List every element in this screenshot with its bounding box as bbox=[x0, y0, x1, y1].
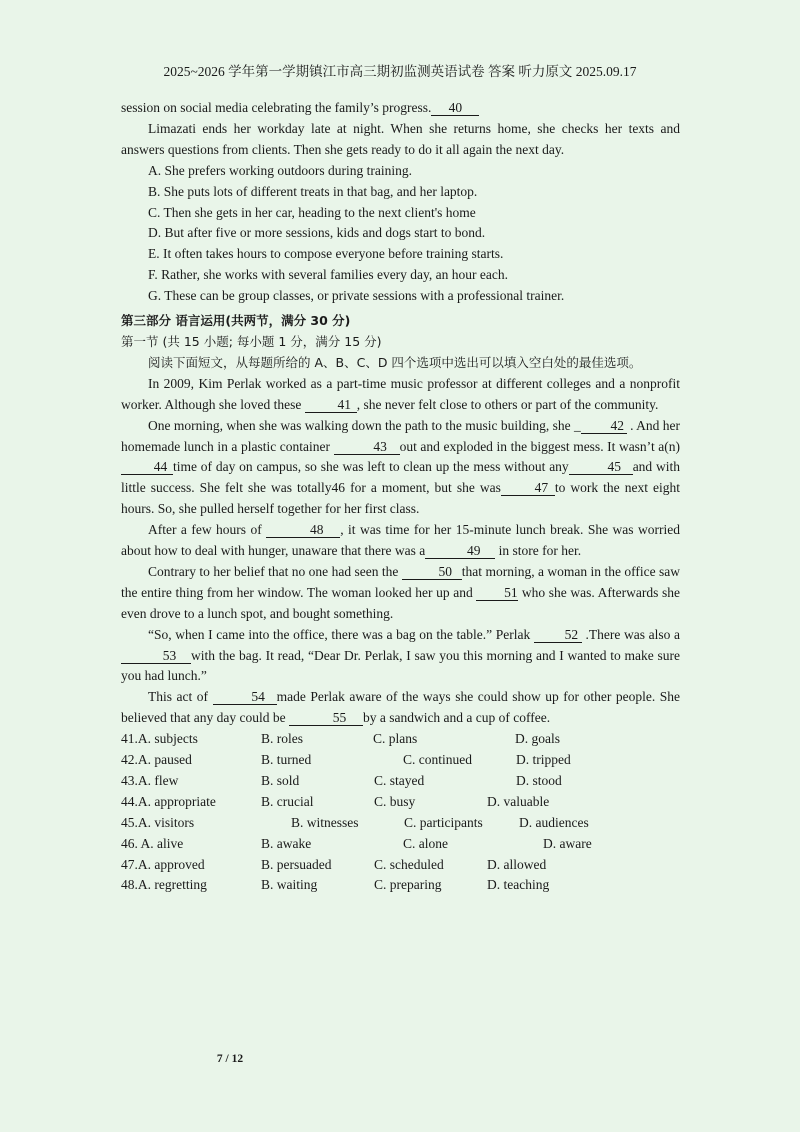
choice-42-c: C. continued bbox=[403, 752, 472, 768]
choice-row-44 bbox=[121, 792, 680, 813]
paragraph-limazati: Limazati ends her workday late at night. When she returns home, she checks her texts and answers questions from clients. Then she gets ready to do it all again the next day. bbox=[121, 120, 680, 157]
choice-48-d: D. teaching bbox=[487, 877, 550, 893]
choice-43-a: 43.A. flew bbox=[121, 772, 179, 788]
choice-45-d: D. audiences bbox=[519, 814, 589, 830]
passage-paragraph-6: This act of 54 made Perlak aware of the ways she could show up for other people. She believed that any day could be 55 by a sandwich and a cup of coffee. bbox=[121, 689, 680, 726]
choice-42-a: 42.A. paused bbox=[121, 752, 192, 768]
choices-table bbox=[121, 729, 680, 896]
choice-44-b: B. crucial bbox=[261, 793, 314, 809]
choice-45-a: 45.A. visitors bbox=[121, 814, 195, 830]
choice-41-c: C. plans bbox=[373, 731, 418, 747]
choice-41-b: B. roles bbox=[261, 731, 303, 747]
choice-45-c: C. participants bbox=[404, 814, 483, 830]
blank-47: 47 bbox=[501, 480, 555, 496]
choice-41-a: 41.A. subjects bbox=[121, 731, 198, 747]
section-3-title: 第三部分 语言运用(共两节，满分 30 分) bbox=[121, 313, 351, 329]
blank-54: 54 bbox=[213, 689, 277, 705]
choice-43-b: B. sold bbox=[261, 772, 300, 788]
option-c: C. Then she gets in her car, heading to the next client's home bbox=[148, 204, 476, 220]
choice-44-c: C. busy bbox=[374, 793, 416, 809]
option-b: B. She puts lots of different treats in that bag, and her laptop. bbox=[148, 183, 478, 199]
blank-43: 43 bbox=[334, 439, 400, 455]
choice-row-45 bbox=[121, 813, 680, 834]
option-f: F. Rather, she works with several families every day, an hour each. bbox=[148, 267, 509, 283]
blank-44: 44 bbox=[121, 459, 173, 475]
choice-row-46 bbox=[121, 834, 680, 855]
blank-40: 40 bbox=[431, 100, 479, 116]
choice-45-b: B. witnesses bbox=[291, 814, 359, 830]
instruction: 阅读下面短文，从每题所给的 A、B、C、D 四个选项中选出可以填入空白处的最佳选项。 bbox=[148, 354, 642, 370]
choice-48-b: B. waiting bbox=[261, 877, 318, 893]
option-d: D. But after five or more sessions, kids and dogs start to bond. bbox=[148, 225, 486, 241]
choice-47-a: 47.A. approved bbox=[121, 856, 205, 872]
passage-paragraph-5: “So, when I came into the office, there was a bag on the table.” Perlak 52 .There was also a 53 with the bag. It read, “Dear Dr. Perlak, I saw you this morning and I wanted to make sure you had lunch.” bbox=[121, 626, 681, 684]
choice-44-d: D. valuable bbox=[487, 793, 550, 809]
blank-49: 49 bbox=[425, 543, 495, 559]
options-list bbox=[121, 161, 680, 307]
choice-44-a: 44.A. appropriate bbox=[121, 793, 216, 809]
choice-row-41 bbox=[121, 729, 680, 750]
choice-43-c: C. stayed bbox=[374, 772, 425, 788]
page-header: 2025~2026 学年第一学期镇江市高三期初监测英语试卷 答案 听力原文 2025.09.17 bbox=[163, 64, 637, 79]
blank-45: 45 bbox=[569, 459, 633, 475]
passage-paragraph-1: In 2009, Kim Perlak worked as a part-time music professor at different colleges and a nonprofit worker. Although she loved these 41 , she never felt close to others or part of the community. bbox=[121, 375, 680, 412]
document-body bbox=[121, 98, 680, 896]
option-e: E. It often takes hours to compose everyone before training starts. bbox=[148, 246, 504, 262]
passage-paragraph-2: One morning, when she was walking down the path to the music building, she _ 42 . And her homemade lunch in a plastic container 43 out and exploded in the biggest mess. It wasn’t a(n)44 time of day on campus, so she was left to clean up the mess without any 45 and with little success. She felt she was totally46 for a moment, but she was 47 to work the next eight hours. So, she pulled herself together for her first class. bbox=[121, 417, 681, 517]
passage-paragraph-3: After a few hours of 48 , it was time for her 15-minute lunch break. She was worried about how to deal with hunger, unaware that there was a 49 in store for her. bbox=[121, 522, 680, 559]
choice-42-b: B. turned bbox=[261, 752, 312, 768]
choice-row-42 bbox=[121, 750, 680, 771]
passage-paragraph-4: Contrary to her belief that no one had seen the 50 that morning, a woman in the office saw the entire thing from her window. The woman looked her up and 51 who she was. Afterwards she even drove to a lunch spot, and bought something. bbox=[121, 563, 680, 621]
choice-46-d: D. aware bbox=[543, 835, 592, 851]
choice-47-b: B. persuaded bbox=[261, 856, 332, 872]
choice-46-b: B. awake bbox=[261, 835, 312, 851]
blank-53: 53 bbox=[121, 648, 191, 664]
page-number: 7 / 12 bbox=[216, 1053, 244, 1065]
choice-42-d: D. tripped bbox=[516, 752, 571, 768]
option-a: A. She prefers working outdoors during training. bbox=[148, 162, 412, 178]
choice-47-c: C. scheduled bbox=[374, 856, 444, 872]
choice-46-c: C. alone bbox=[403, 835, 448, 851]
choice-41-d: D. goals bbox=[515, 731, 560, 747]
blank-55: 55 bbox=[289, 710, 363, 726]
blank-42: 42 bbox=[581, 418, 627, 434]
choice-48-c: C. preparing bbox=[374, 877, 442, 893]
option-g: G. These can be group classes, or private sessions with a professional trainer. bbox=[148, 288, 565, 304]
choice-row-43 bbox=[121, 771, 680, 792]
choice-46-a: 46. A. alive bbox=[121, 835, 184, 851]
choice-row-47 bbox=[121, 855, 680, 876]
choice-48-a: 48.A. regretting bbox=[121, 877, 207, 893]
top-line: session on social media celebrating the family’s progress. 40 bbox=[121, 98, 680, 119]
blank-48: 48 bbox=[266, 522, 340, 538]
section-1-title: 第一节 (共 15 小题; 每小题 1 分，满分 15 分) bbox=[121, 333, 382, 349]
choice-43-d: D. stood bbox=[516, 772, 562, 788]
blank-50: 50 bbox=[402, 564, 462, 580]
blank-52: 52 bbox=[534, 627, 582, 643]
blank-51: 51 bbox=[476, 585, 518, 601]
blank-41: 41 bbox=[305, 397, 357, 413]
choice-row-48 bbox=[121, 875, 680, 896]
choice-47-d: D. allowed bbox=[487, 856, 547, 872]
